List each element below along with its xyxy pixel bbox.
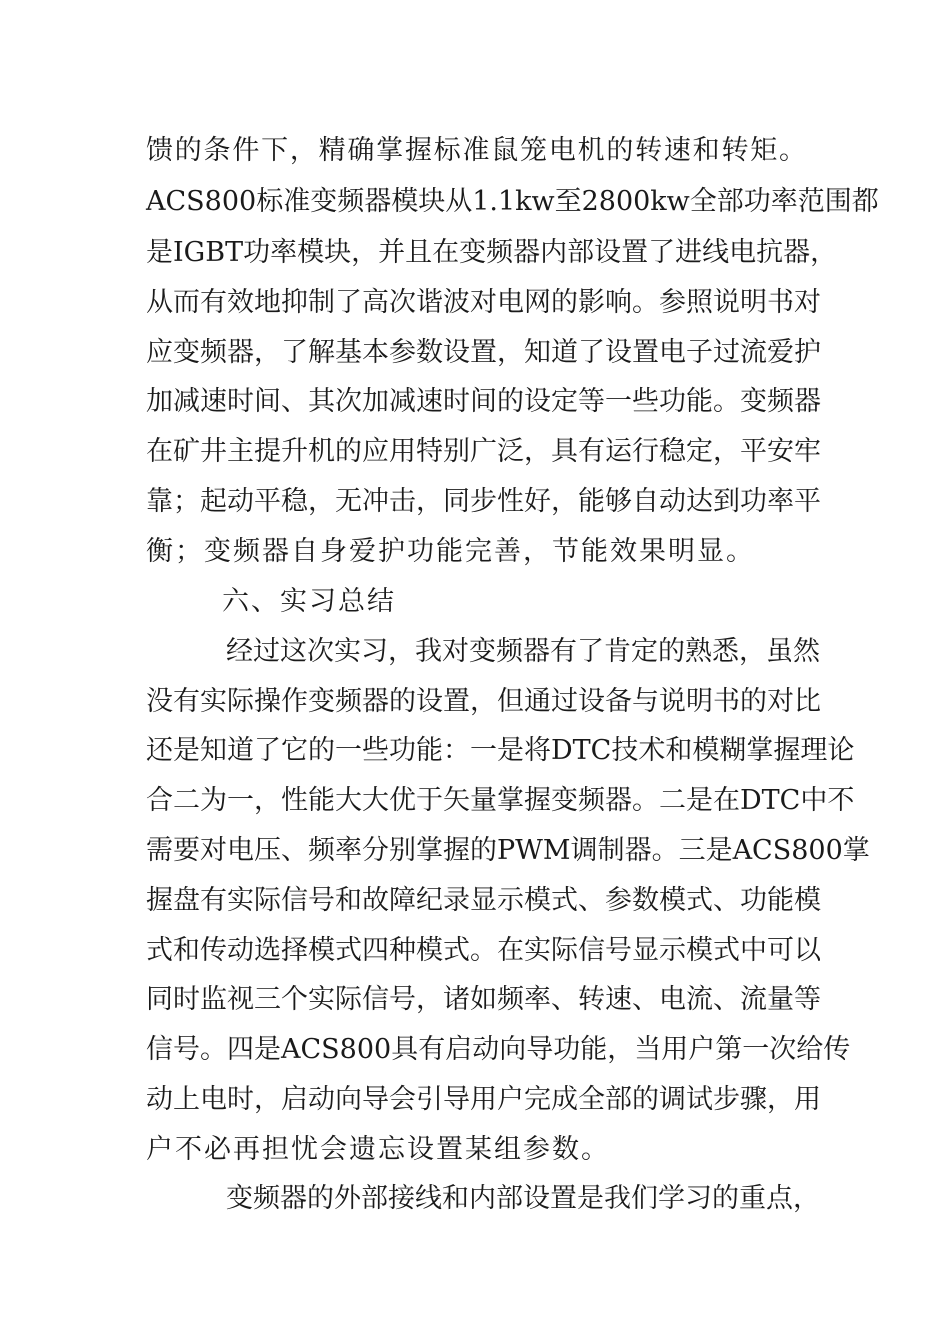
paragraph-first-line: 经过这次实习，我对变频器有了肯定的熟悉，虽然: [226, 636, 820, 667]
paragraph-first-line: 变频器的外部接线和内部设置是我们学习的重点，: [226, 1183, 820, 1214]
text-line: 从而有效地抑制了高次谐波对电网的影响。参照说明书对: [146, 287, 821, 318]
text-line: 在矿井主提升机的应用特别广泛，具有运行稳定，平安牢: [146, 436, 821, 467]
section-heading: 六、实习总结: [222, 586, 396, 617]
text-line: 握盘有实际信号和故障纪录显示模式、参数模式、功能模: [146, 885, 821, 916]
text-line: ACS800标准变频器模块从1.1kw至2800kw全部功率范围都: [146, 186, 879, 217]
text-line: 信号。四是ACS800具有启动向导功能，当用户第一次给传: [146, 1034, 851, 1065]
text-line: 靠；起动平稳，无冲击，同步性好，能够自动达到功率平: [146, 486, 821, 517]
text-line: 馈的条件下，精确掌握标准鼠笼电机的转速和转矩。: [146, 135, 806, 166]
text-line: 没有实际操作变频器的设置，但通过设备与说明书的对比: [146, 686, 821, 717]
text-line: 是IGBT功率模块，并且在变频器内部设置了进线电抗器，: [146, 237, 838, 268]
text-line: 加减速时间、其次加减速时间的设定等一些功能。变频器: [146, 386, 821, 417]
text-line: 还是知道了它的一些功能：一是将DTC技术和模糊掌握理论: [146, 735, 855, 766]
text-line: 需要对电压、频率分别掌握的PWM调制器。三是ACS800掌: [146, 835, 870, 866]
text-line: 动上电时，启动向导会引导用户完成全部的调试步骤，用: [146, 1084, 821, 1115]
text-line: 应变频器，了解基本参数设置，知道了设置电子过流爱护: [146, 337, 821, 368]
text-line: 式和传动选择模式四种模式。在实际信号显示模式中可以: [146, 935, 821, 966]
text-line: 衡；变频器自身爱护功能完善，节能效果明显。: [146, 536, 755, 567]
text-line: 合二为一，性能大大优于矢量掌握变频器。二是在DTC中不: [146, 785, 855, 816]
text-line: 户不必再担忧会遗忘设置某组参数。: [146, 1134, 610, 1165]
text-line: 同时监视三个实际信号，诸如频率、转速、电流、流量等: [146, 984, 821, 1015]
